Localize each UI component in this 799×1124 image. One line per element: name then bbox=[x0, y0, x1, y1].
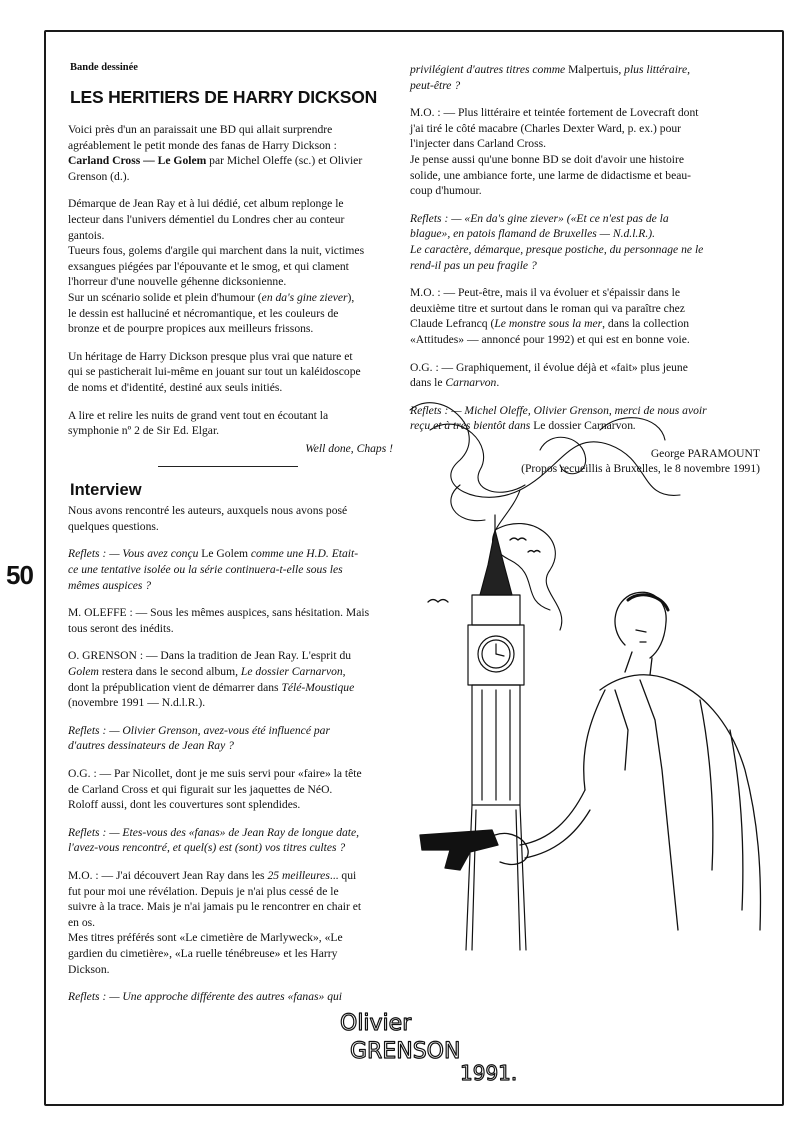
intro-paragraph bbox=[68, 122, 393, 184]
text-line: Reflets : — Une approche différente des autres «fanas» qui bbox=[68, 990, 343, 1004]
text-line: rend-il pas un peu fragile ? bbox=[410, 258, 537, 272]
page-number: 50 bbox=[6, 560, 33, 590]
man-figure bbox=[420, 592, 760, 930]
text-line: tous seront des inédits. bbox=[68, 621, 174, 635]
text-fragment: par Michel Oleffe (sc.) et Olivier bbox=[206, 154, 363, 168]
answer-paragraph bbox=[410, 105, 760, 199]
text-line: A lire et relire les nuits de grand vent tout en écoutant la bbox=[68, 408, 329, 422]
italic-title: Télé-Moustique bbox=[281, 680, 355, 694]
text-fragment: ), bbox=[347, 290, 355, 304]
text-line bbox=[68, 664, 393, 680]
clock-tower bbox=[466, 515, 526, 950]
text-line: gardien du cimetière», «La ruelle ténébreuse» et les Harry bbox=[68, 946, 338, 960]
text-line bbox=[68, 153, 393, 169]
text-fragment: Claude Lefrancq ( bbox=[410, 317, 495, 331]
text-line: Mes titres préférés sont «Le cimetière de Marlyweck», «Le bbox=[68, 931, 343, 945]
text-line: exsangues piégées par l'épouvante et le smog, et qui clament bbox=[68, 259, 349, 273]
text-line: blague», en patois flamand de Bruxelles — N.d.l.R.). bbox=[410, 227, 656, 241]
text-line: Roloff aussi, dont les couvertures sont splendides. bbox=[68, 798, 301, 812]
text-line: le dessin est halluciné et nécromantique, et les couleurs de bbox=[68, 306, 339, 320]
text-line: de Carland Cross et qui figurait sur les jaquettes de NéO. bbox=[68, 782, 333, 796]
text-line: Reflets : — «En da's gine ziever» («Et ce n'est pas de la bbox=[410, 211, 669, 225]
text-fragment: dans le bbox=[410, 376, 446, 390]
question-paragraph bbox=[410, 211, 760, 273]
text-line: l'horreur d'une nouvelle géhenne dicksonienne. bbox=[68, 275, 287, 289]
roman-title: Le Golem bbox=[201, 547, 248, 561]
italic-title: Golem bbox=[68, 665, 99, 679]
album-title: Carland Cross — Le Golem bbox=[68, 154, 207, 168]
text-fragment: , plus littéraire, bbox=[618, 63, 691, 76]
italic-title: Le monstre sous la mer bbox=[494, 317, 603, 331]
text-line: en os. bbox=[68, 915, 96, 929]
text-line: Nous avons rencontré les auteurs, auxquels nous avons posé bbox=[68, 504, 348, 518]
text-line: agréablement le petit monde des fanas de Harry Dickson : bbox=[68, 138, 337, 152]
text-line bbox=[68, 290, 393, 306]
question-paragraph bbox=[68, 825, 393, 856]
text-line: Grenson (d.). bbox=[68, 169, 130, 183]
italic-title: Carnarvon bbox=[445, 376, 497, 390]
interview-heading: Interview bbox=[70, 481, 142, 500]
text-line bbox=[410, 316, 760, 332]
text-line: peut-être ? bbox=[410, 78, 461, 92]
answer-paragraph bbox=[410, 285, 760, 347]
section-kicker: Bande dessinée bbox=[70, 62, 138, 73]
text-fragment: comme une H.D. Etait- bbox=[247, 547, 359, 561]
question-paragraph bbox=[68, 989, 393, 1005]
text-line: Démarque de Jean Ray et à lui dédié, cet album replonge le bbox=[68, 197, 344, 211]
text-fragment: privilégient d'autres titres comme bbox=[410, 63, 569, 76]
roman-title: Malpertuis bbox=[568, 63, 619, 76]
text-fragment: M.O. : — J'ai découvert Jean Ray dans les bbox=[68, 868, 268, 882]
text-line: lecteur dans l'univers démentiel du Londres cher au conteur bbox=[68, 212, 345, 226]
text-line: quelques questions. bbox=[68, 519, 159, 533]
text-line bbox=[410, 375, 760, 391]
text-line: Reflets : — Michel Oleffe, Olivier Grenson, merci de nous avoir bbox=[410, 403, 707, 417]
text-line: Voici près d'un an paraissait une BD qui allait surprendre bbox=[68, 123, 333, 136]
text-line: Tueurs fous, golems d'argile qui marchent dans la nuit, victimes bbox=[68, 244, 365, 258]
text-fragment: dont la prépublication vient de démarrer dans bbox=[68, 680, 282, 694]
text-line bbox=[410, 62, 760, 78]
signature-first-name: Olivier bbox=[340, 1011, 412, 1036]
text-line: Je pense aussi qu'une bonne BD se doit d'avoir une histoire bbox=[410, 152, 685, 166]
signature-last-name: GRENSON bbox=[350, 1039, 461, 1064]
text-line: mêmes auspices ? bbox=[68, 578, 152, 592]
text-line bbox=[68, 868, 393, 884]
text-line: M. OLEFFE : — Sous les mêmes auspices, sans hésitation. Mais bbox=[68, 606, 370, 620]
interview-credit: (Propos recueillis à Bruxelles, le 8 novembre 1991) bbox=[521, 462, 760, 476]
text-line: gantois. bbox=[68, 228, 105, 242]
text-line: l'avez-vous rencontré, et quel(s) est (sont) vos titres cultes ? bbox=[68, 841, 346, 855]
text-fragment: reçu et à très bientôt dans bbox=[410, 419, 534, 433]
text-line: Un héritage de Harry Dickson presque plus vrai que nature et bbox=[68, 349, 353, 363]
question-paragraph bbox=[68, 546, 393, 593]
text-line: Le caractère, démarque, presque postiche, du personnage ne le bbox=[410, 242, 704, 256]
interview-intro bbox=[68, 503, 393, 534]
text-line: l'injecter dans Carland Cross. bbox=[410, 137, 547, 151]
answer-paragraph bbox=[68, 868, 393, 977]
answer-paragraph bbox=[68, 766, 393, 813]
text-fragment: Reflets : — Vous avez conçu bbox=[68, 547, 202, 561]
text-line: fut pour moi une révélation. Depuis je n'ai plus cessé de le bbox=[68, 884, 339, 898]
body-paragraph bbox=[68, 349, 393, 396]
italic-title: Le dossier Carnarvon, bbox=[240, 665, 346, 679]
sign-off: Well done, Chaps ! bbox=[305, 441, 393, 455]
body-paragraph bbox=[68, 196, 393, 336]
text-line: (novembre 1991 — N.d.l.R.). bbox=[68, 696, 206, 710]
text-line: Reflets : — Etes-vous des «fanas» de Jean Ray de longue date, bbox=[68, 825, 360, 839]
text-line: deuxième titre et surtout dans le roman qui va paraître chez bbox=[410, 301, 685, 315]
text-line: O.G. : — Graphiquement, il évolue déjà et «fait» plus jeune bbox=[410, 360, 688, 374]
signature-year: 1991. bbox=[460, 1061, 518, 1085]
text-line: Dickson. bbox=[68, 962, 110, 976]
text-line: O. GRENSON : — Dans la tradition de Jean Ray. L'esprit du bbox=[68, 649, 352, 663]
text-line: d'autres dessinateurs de Jean Ray ? bbox=[68, 739, 234, 753]
text-line: M.O. : — Plus littéraire et teintée fortement de Lovecraft dont bbox=[410, 106, 699, 120]
text-line: M.O. : — Peut-être, mais il va évoluer et s'épaissir dans le bbox=[410, 286, 680, 300]
text-fragment: restera dans le second album, bbox=[98, 665, 241, 679]
text-line: bronze et de pourpre propices aux meilleurs frissons. bbox=[68, 322, 314, 336]
text-line bbox=[68, 546, 393, 562]
roman-title: Le dossier Carnarvon bbox=[533, 419, 634, 433]
text-line: «Attitudes» — annoncé pour 1992) et qui est en bonne voie. bbox=[410, 332, 690, 346]
text-fragment: . bbox=[496, 376, 500, 390]
body-paragraph bbox=[68, 408, 393, 439]
text-line: symphonie nº 2 de Sir Ed. Elgar. bbox=[68, 424, 220, 438]
text-fragment: , dans la collection bbox=[602, 317, 690, 331]
text-fragment: Sur un scénario solide et plein d'humour ( bbox=[68, 290, 262, 304]
question-paragraph bbox=[68, 723, 393, 754]
answer-paragraph bbox=[68, 648, 393, 710]
text-line: qui se pasticherait lui-même en jouant sur tout un kaléidoscope bbox=[68, 365, 361, 379]
text-line: solide, une ambiance forte, une larme de didactisme et beau- bbox=[410, 168, 692, 182]
section-divider bbox=[158, 466, 298, 467]
text-line: Reflets : — Olivier Grenson, avez-vous été influencé par bbox=[68, 723, 330, 737]
text-line: O.G. : — Par Nicollet, dont je me suis servi pour «faire» la tête bbox=[68, 767, 362, 780]
answer-paragraph bbox=[68, 605, 393, 636]
italic-title: 25 meilleures bbox=[267, 868, 330, 882]
text-fragment: . bbox=[633, 419, 636, 433]
text-line: j'ai tiré le côté macabre (Charles Dexter Ward, p. ex.) pour bbox=[410, 121, 682, 135]
question-continuation bbox=[410, 62, 760, 93]
text-line: de noms et d'identité, destiné aux seuls initiés. bbox=[68, 380, 283, 394]
byline: George PARAMOUNT bbox=[650, 446, 760, 460]
answer-paragraph bbox=[410, 360, 760, 391]
left-column bbox=[68, 62, 393, 1017]
text-line bbox=[68, 680, 393, 696]
italic-phrase: en da's gine ziever bbox=[261, 290, 348, 304]
text-line: ce une tentative isolée ou la série continuera-t-elle sous les bbox=[68, 563, 343, 577]
text-line: suivre à la trace. Mais je n'ai jamais pu le rencontrer en chair et bbox=[68, 900, 362, 914]
text-line: coup d'humour. bbox=[410, 184, 482, 198]
text-fragment: ... qui bbox=[329, 868, 357, 882]
article-headline: LES HERITIERS DE HARRY DICKSON bbox=[70, 87, 378, 107]
